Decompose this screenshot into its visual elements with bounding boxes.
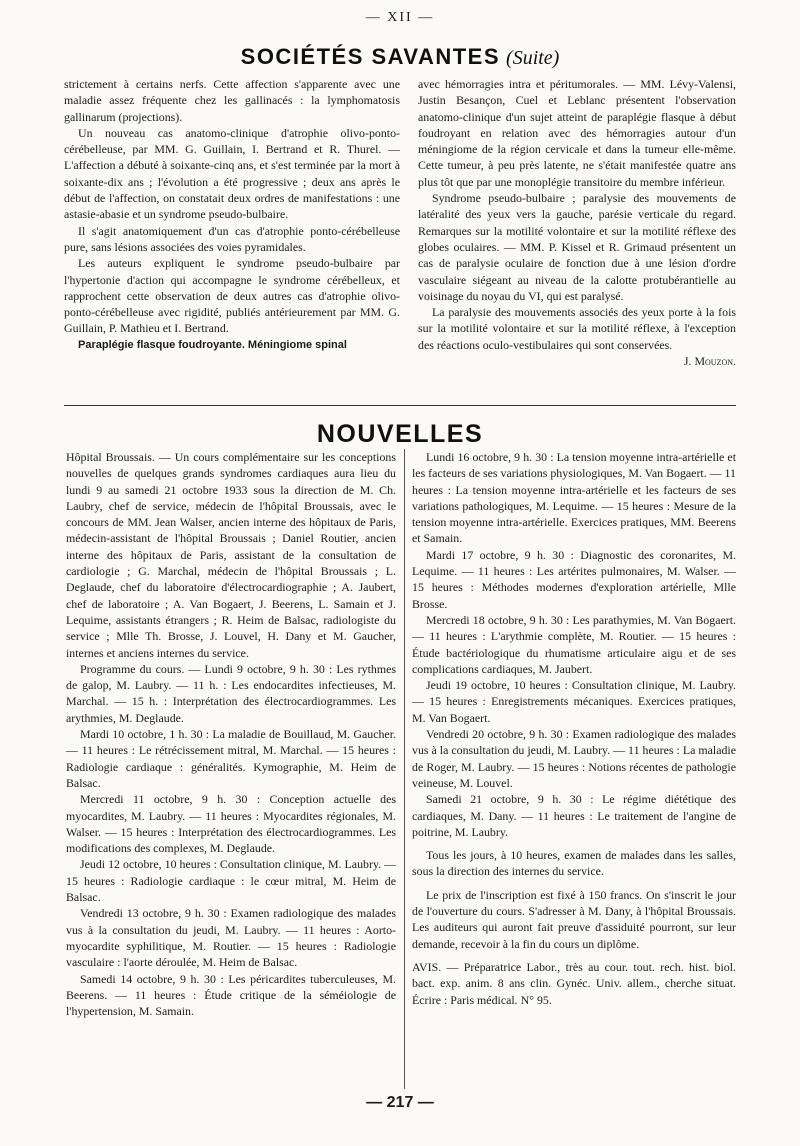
programme-day: Samedi 14 octobre, 9 h. 30 : Les péricardites tuberculeuses, M. Beerens. — 11 heures : Étude critique de la séméiologie de l'hypertension, M. Samain. bbox=[66, 971, 396, 1019]
classified-notice: AVIS. — Préparatrice Labor., très au cour. tout. rech. hist. biol. bact. exp. anim. 8 ans clin. Gynéc. Univ. allem., cherche situat. Écrire : Paris médical. N° 95. bbox=[412, 959, 736, 1007]
programme-day: Mardi 10 octobre, 1 h. 30 : La maladie de Bouillaud, M. Gaucher. — 11 heures : Le rétrécissement mitral, M. Marchal. — 15 heures : Radiologie cardiaque : généralités. Kymographie, M. Heim de Balsac. bbox=[66, 727, 396, 790]
paragraph: avec hémorragies intra et péritumorales. — MM. Lévy-Valensi, Justin Besançon, Cuel et Leblanc présentent l'observation anatomo-clinique d'un sujet atteint de paraplégie flasque à début foudroyant en relation avec des hémorragies autour d'un méningiome de la région cervicale et dans la tumeur elle-même. Cette tumeur, à peu près latente, ne s'était manifestée quatre ans plus tôt que par une monoplégie transitoire du membre inférieur. bbox=[418, 77, 736, 189]
paragraph: Les auteurs expliquent le syndrome pseudo-bulbaire par l'hypertonie d'action qui accompagne le syndrome cérébelleux, et rapprochent cette observation de deux autres cas d'atrophie olivo-ponto-cérébelleuse avec rigidité, publiés antérieurement par MM. G. Guillain, P. Mathieu et I. Bertrand. bbox=[64, 256, 400, 336]
paragraph: Il s'agit anatomiquement d'un cas d'atrophie ponto-cérébelleuse pure, sans lésions associées des voies pyramidales. bbox=[64, 223, 400, 254]
paragraph: La paralysie des mouvements associés des yeux porte à la fois sur la motilité volontaire et sur la motilité réflexe, à l'exception des réactions oculo-vestibulaires qui sont conservées. bbox=[418, 305, 736, 352]
programme-day: Mercredi 18 octobre, 9 h. 30 : Les parathymies, M. Van Bogaert. — 11 heures : L'arythmie complète, M. Routier. — 15 heures : Étude bactériologique du rhumatisme articulaire aigu et de ses complications cardiaques, M. Jaubert. bbox=[412, 612, 736, 676]
programme-paragraph: Programme du cours. — Lundi 9 octobre, 9 h. 30 : Les rythmes de galop, M. Laubry. — 11 h. : Les endocardites infectieuses, M. Marchal. — 15 h. : Interprétation des électrocardiogrammes. Les arythmies, M. Deglaude. bbox=[66, 661, 396, 725]
suite-label: (Suite) bbox=[506, 47, 560, 69]
societes-column-left bbox=[64, 76, 400, 353]
nouvelles-column-right bbox=[412, 449, 736, 1008]
programme-day: Lundi 16 octobre, 9 h. 30 : La tension moyenne intra-artérielle et les facteurs de ses variations physiologiques, M. Van Bogaert. — 11 heures : La tension moyenne intra-artérielle et les facteurs de ses variations pathologiques, M. Lequime. — 15 heures : Mesure de la tension moyenne intra-artérielle. Exercices pratiques, MM. Beerens et Samain. bbox=[412, 450, 736, 546]
paragraph: Un nouveau cas anatomo-clinique d'atrophie olivo-ponto-cérébelleuse, par MM. G. Guillain, I. Bertrand et R. Thurel. — L'affection a débuté à soixante-cinq ans, et s'est terminée par la mort à soixante-dix ans ; l'évolution a été progressive ; deux ans après le début de l'affection, on constatait deux ordres de manifestations : une astasie-abasie et un syndrome pseudo-bulbaire. bbox=[64, 125, 400, 222]
programme-day: Mercredi 11 octobre, 9 h. 30 : Conception actuelle des myocardites, M. Laubry. — 11 heures : Myocardites régionales, M. Walser. — 15 heures : Interprétation des électrocardiogrammes. Les modifications des complexes, M. Deglaude. bbox=[66, 792, 396, 856]
nouvelles-heading: NOUVELLES bbox=[316, 420, 484, 448]
supplement-page-marker: — XII — bbox=[365, 10, 435, 25]
section-title: SOCIÉTÉS SAVANTES bbox=[240, 44, 501, 69]
paragraph: strictement à certains nerfs. Cette affection s'apparente avec une maladie assez fréquente chez les gallinacés : la lymphomatosis gallinarum (projections). bbox=[64, 77, 400, 124]
paragraph: Syndrome pseudo-bulbaire ; paralysie des mouvements de latéralité des yeux vers la gauche, parésie verticale du regard. Remarques sur la motilité volontaire et sur la motilité réflexe des globes oculaires. — MM. P. Kissel et R. Grimaud présentent un cas de paralysie oculaire de fonction due à une lésion d'ordre vasculaire siégeant au niveau de la calotte protubérantielle au voisinage du noyau du VI, qui est paralysé. bbox=[418, 191, 736, 303]
programme-day: Vendredi 20 octobre, 9 h. 30 : Examen radiologique des malades vus à la consultation du jeudi, M. Laubry. — 11 heures : La maladie de Roger, M. Laubry. — 15 heures : Notions récentes de pathologie veineuse, M. Louvel. bbox=[412, 727, 736, 790]
programme-day: Mardi 17 octobre, 9 h. 30 : Diagnostic des coronarites, M. Lequime. — 11 heures : Les artérites pulmonaires, M. Walser. — 15 heures : Méthodes modernes d'exploration artérielle, Mlle Brosse. bbox=[412, 547, 736, 611]
paragraph: Hôpital Broussais. — Un cours complémentaire sur les conceptions nouvelles de quelques grands syndromes cardiaques aura lieu du lundi 9 au samedi 21 octobre 1933 sous la direction de M. Ch. Laubry, chef de service, médecin de l'hôpital Broussais, avec le concours de MM. Jean Walser, ancien interne des hôpitaux de Paris, médecin-assistant de l'hôpital Broussais ; Daniel Routier, ancien interne des hôpitaux de Paris, assistant de la consultation de cardiologie ; G. Marchal, médecin de l'hôpital Broussais ; L. Deglaude, chef du laboratoire d'électrocardiographie ; A. Jaubert, chef de laboratoire ; A. Van Bogaert, J. Beerens, L. Samain et J. Lequime, assistants étrangers ; R. Heim de Balsac, radiologiste du service ; Mlle Th. Brosse, J. Louvel, H. Dany et M. Gaucher, internes et anciens internes du service. bbox=[66, 450, 396, 660]
paragraph: Le prix de l'inscription est fixé à 150 francs. On s'inscrit le jour de l'ouverture du cours. S'adresser à M. Dany, à l'hôpital Broussais. Les auditeurs qui auront fait preuve d'assiduité pourront, sur leur demande, recevoir à la fin du cours un diplôme. bbox=[412, 887, 736, 951]
programme-day: Samedi 21 octobre, 9 h. 30 : Le régime diététique des cardiaques, M. Dany. — 11 heures : Le traitement de l'angine de poitrine, M. Laubry. bbox=[412, 792, 736, 839]
nouvelles-column-left bbox=[66, 449, 396, 1019]
societes-savantes-heading bbox=[0, 44, 800, 70]
societes-column-right bbox=[418, 76, 736, 369]
paragraph: Tous les jours, à 10 heures, examen de malades dans les salles, sous la direction des internes du service. bbox=[412, 848, 736, 879]
programme-day: Jeudi 19 octobre, 10 heures : Consultation clinique, M. Laubry. — 15 heures : Enregistrements mécaniques. Exercices pratiques, M. Van Bogaert. bbox=[412, 678, 736, 725]
author-signature: J. Mouzon. bbox=[683, 354, 736, 369]
programme-day: Jeudi 12 octobre, 10 heures : Consultation clinique, M. Laubry. — 15 heures : Radiologie cardiaque : le cœur mitral, M. Heim de Balsac. bbox=[66, 857, 396, 905]
page-number: — 217 — bbox=[366, 1094, 434, 1111]
section-divider bbox=[64, 405, 736, 406]
programme-day: Vendredi 13 octobre, 9 h. 30 : Examen radiologique des malades vus à la consultation du jeudi, M. Laubry. — 11 heures : Aorto-myocardite syphilitique, M. Routier. — 15 heures : Radiologie vasculaire : l'aorte déroulée, M. Heim de Balsac. bbox=[66, 906, 396, 970]
column-divider bbox=[404, 449, 405, 1089]
article-heading: Paraplégie flasque foudroyante. Méningiome spinal bbox=[78, 338, 347, 351]
